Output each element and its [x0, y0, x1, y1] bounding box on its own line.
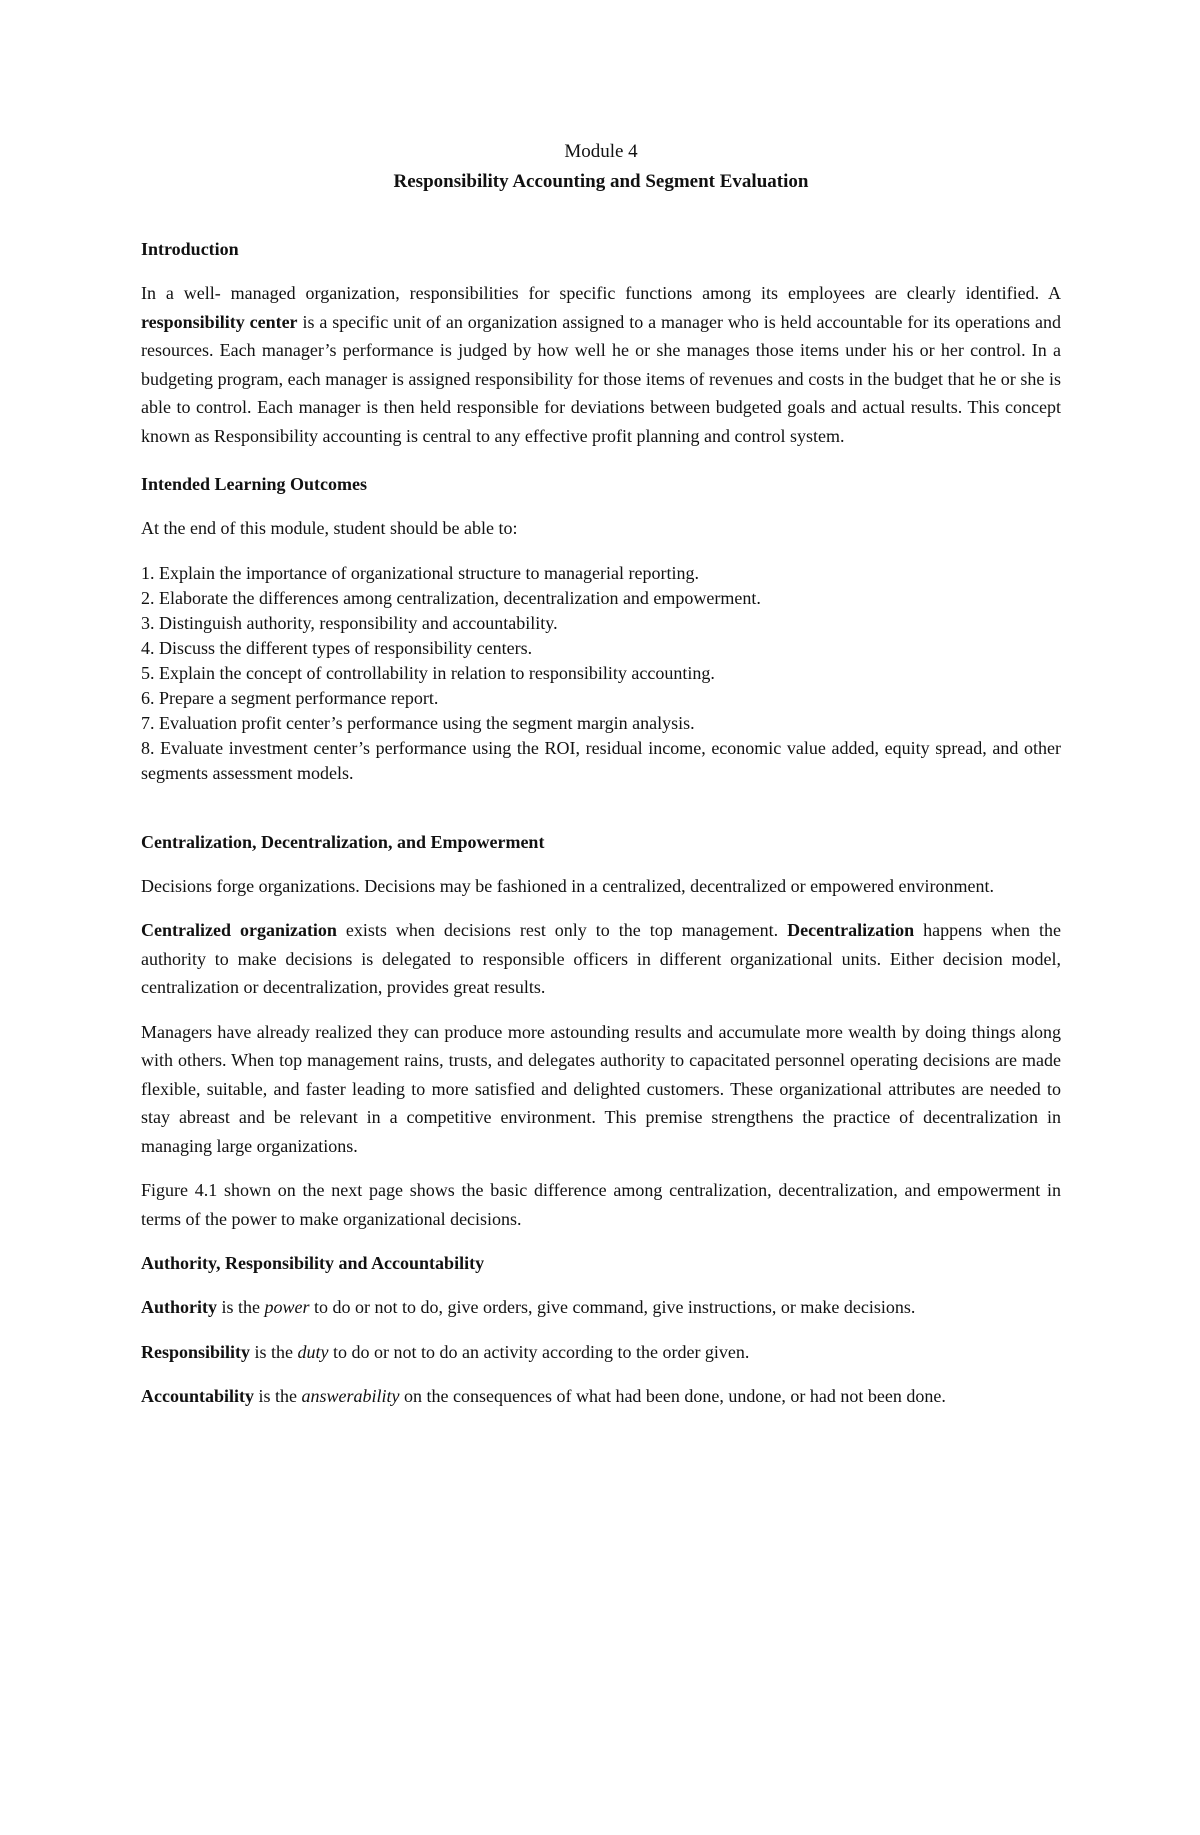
responsibility-definition [141, 1338, 1061, 1367]
emphasis-power: power [264, 1297, 310, 1317]
outcomes-lead: At the end of this module, student should be able to: [141, 518, 518, 538]
list-item: 7. Evaluation profit center’s performance using the segment margin analysis. [141, 712, 695, 733]
authority-heading: Authority, Responsibility and Accountability [141, 1253, 485, 1273]
text-run: happens when the authority to make decisions is delegated to responsible officers in different organizational units. Either decision model, centralization or decentralization, provides great results. [141, 920, 1061, 997]
text-run: to do or not to do an activity according to the order given. [328, 1341, 750, 1362]
authority-definition [141, 1293, 1061, 1322]
text-run: is the [250, 1341, 298, 1362]
emphasis-answerability: answerability [301, 1386, 400, 1406]
page-content [141, 137, 1061, 1411]
term-centralized-organization: Centralized organization [141, 920, 337, 940]
text-run: In a well- managed organization, responsibilities for specific functions among its employees are clearly identified. A [141, 283, 1061, 303]
module-title: Responsibility Accounting and Segment Evaluation [393, 171, 809, 192]
list-item: 3. Distinguish authority, responsibility and accountability. [141, 612, 558, 633]
introduction-paragraph [141, 279, 1061, 450]
outcomes-list [141, 561, 1061, 786]
centralization-paragraph-1: Decisions forge organizations. Decisions may be fashioned in a centralized, decentralized or empowered environment. [141, 875, 995, 896]
text-run: exists when decisions rest only to the top management. [336, 920, 788, 940]
text-run: is the [254, 1386, 302, 1406]
centralization-paragraph-3: Managers have already realized they can produce more astounding results and accumulate more wealth by doing things along with others. When top management rains, trusts, and delegates authority to capacitated personnel operating decisions are made flexible, suitable, and faster leading to more satisfied and delighted customers. These organizational attributes are needed to stay abreast and be relevant in a competitive environment. This premise strengthens the practice of decentralization in managing large organizations. [141, 1021, 1061, 1156]
text-run: is a specific unit of an organization assigned to a manager who is held accountable for its operations and resources. Each manager’s performance is judged by how well he or she manages those items under his or her control. In a budgeting program, each manager is assigned responsibility for those items of revenues and costs in the budget that he or she is able to control. Each manager is then held responsible for deviations between budgeted goals and actual results. This concept known as Responsibility accounting is central to any effective profit planning and control system. [141, 311, 1061, 446]
accountability-definition [141, 1382, 1061, 1411]
term-authority: Authority [141, 1297, 217, 1317]
introduction-heading: Introduction [141, 239, 239, 259]
term-decentralization: Decentralization [787, 920, 915, 940]
centralization-paragraph-4: Figure 4.1 shown on the next page shows the basic difference among centralization, decentralization, and empowerment in terms of the power to make organizational decisions. [141, 1180, 1061, 1229]
centralization-heading: Centralization, Decentralization, and Empowerment [141, 831, 545, 852]
term-accountability: Accountability [141, 1386, 255, 1406]
list-item: 8. Evaluate investment center’s performance using the ROI, residual income, economic value added, equity spread, and other segments assessment models. [141, 737, 1061, 783]
list-item: 2. Elaborate the differences among centralization, decentralization and empowerment. [141, 587, 761, 608]
emphasis-duty: duty [297, 1341, 329, 1362]
term-responsibility-center: responsibility center [141, 311, 298, 332]
list-item: 4. Discuss the different types of responsibility centers. [141, 637, 533, 658]
text-run: on the consequences of what had been done, undone, or had not been done. [399, 1386, 946, 1406]
page-title [141, 137, 1061, 197]
text-run: is the [217, 1297, 265, 1317]
list-item: 1. Explain the importance of organizational structure to managerial reporting. [141, 562, 699, 583]
centralization-paragraph-2 [141, 916, 1061, 1002]
module-number: Module 4 [564, 141, 638, 162]
outcomes-heading: Intended Learning Outcomes [141, 474, 368, 494]
text-run: to do or not to do, give orders, give command, give instructions, or make decisions. [309, 1297, 916, 1317]
term-responsibility: Responsibility [141, 1341, 251, 1362]
list-item: 5. Explain the concept of controllability in relation to responsibility accounting. [141, 662, 715, 683]
list-item: 6. Prepare a segment performance report. [141, 687, 439, 708]
